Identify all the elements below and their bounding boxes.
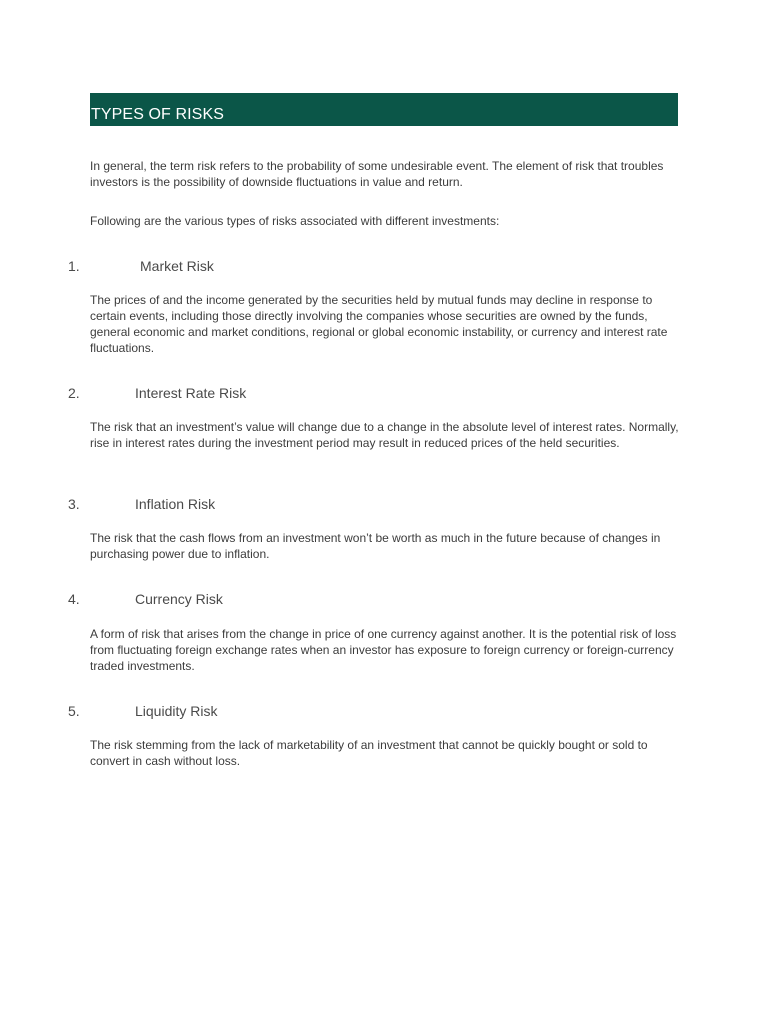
risk-number: 4. (68, 591, 80, 607)
risk-number: 3. (68, 496, 80, 512)
risk-name: Inflation Risk (135, 496, 216, 512)
risk-number: 2. (68, 385, 80, 401)
risk-name: Liquidity Risk (135, 703, 218, 719)
risk-name: Interest Rate Risk (135, 385, 247, 401)
risk-number: 5. (68, 703, 80, 719)
lead-in-paragraph: Following are the various types of risks associated with different investments: (90, 214, 500, 228)
page-title: TYPES OF RISKS (91, 106, 224, 123)
risk-description-inflation: The risk that the cash flows from an investment won’t be worth as much in the future because of changes in purchasing power due to inflation. (90, 531, 661, 561)
risk-description-currency: A form of risk that arises from the change in price of one currency against another. It is the potential risk of loss from fluctuating foreign exchange rates when an investor has exposure to foreign currency or foreign-currency traded investments. (90, 627, 677, 673)
title-bar (90, 93, 678, 126)
risk-description-liquidity: The risk stemming from the lack of marketability of an investment that cannot be quickly bought or sold to convert in cash without loss. (90, 738, 648, 768)
risk-number: 1. (68, 258, 80, 274)
risk-description-interest-rate: The risk that an investment’s value will change due to a change in the absolute level of interest rates. Normally, rise in interest rates during the investment period may result in reduced prices of the held securities. (90, 420, 679, 450)
intro-paragraph: In general, the term risk refers to the probability of some undesirable event. The element of risk that troubles investors is the possibility of downside fluctuations in value and return. (90, 159, 664, 189)
risk-description-market: The prices of and the income generated by the securities held by mutual funds may decline in response to certain events, including those directly involving the companies whose securities are owned by the funds, general economic and market conditions, regional or global economic instability, or currency and interest rate fluctuations. (90, 293, 668, 355)
risk-name: Market Risk (140, 258, 214, 274)
risk-name: Currency Risk (135, 591, 223, 607)
